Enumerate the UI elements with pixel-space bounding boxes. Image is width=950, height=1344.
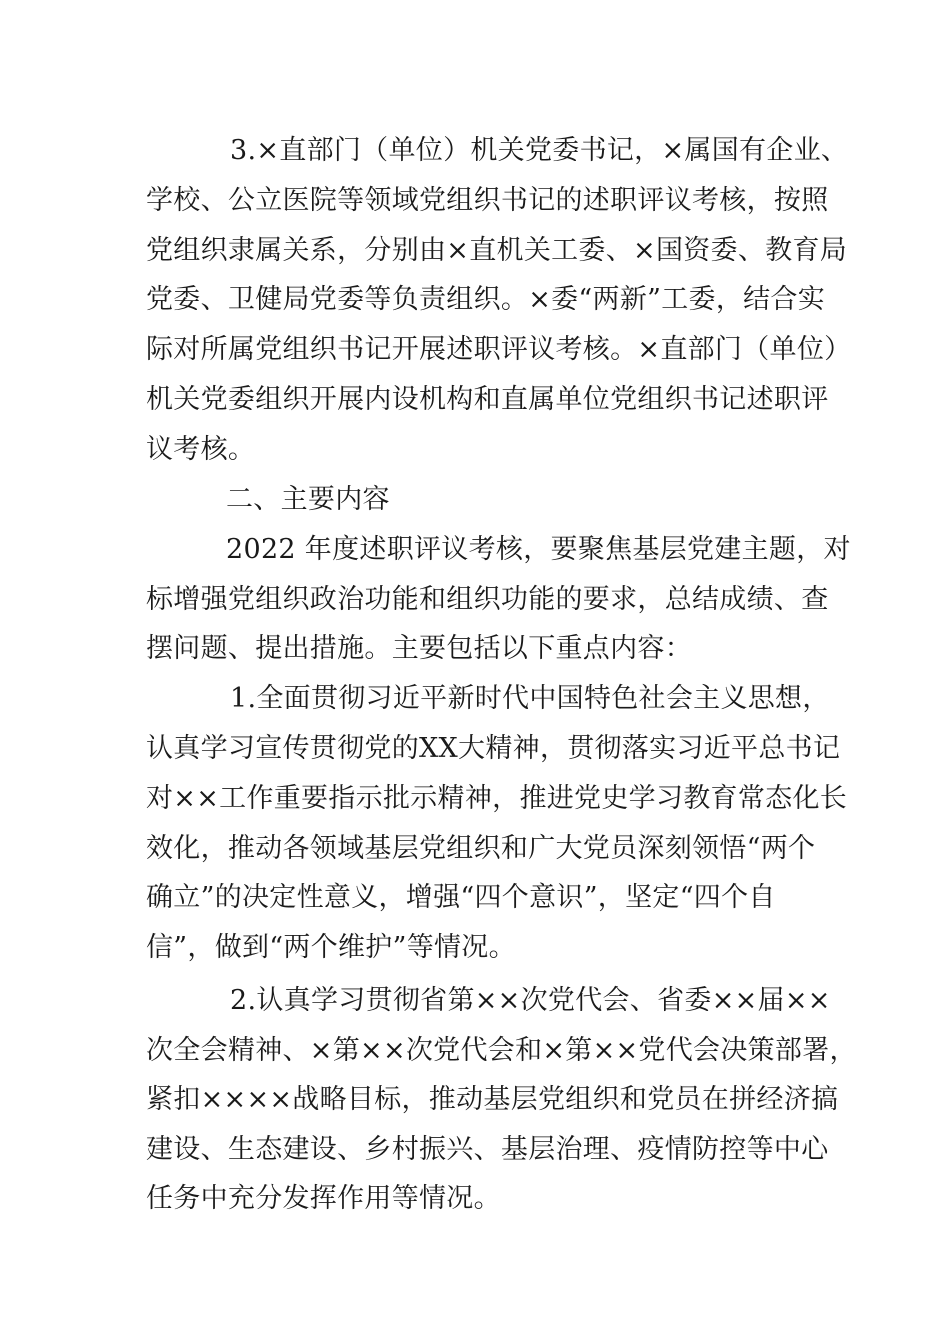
paragraph-line: 对××工作重要指示批示精神，推进党史学习教育常态化长	[146, 783, 848, 814]
paragraph-line: 认真学习宣传贯彻党的XX大精神，贯彻落实习近平总书记	[146, 733, 841, 764]
paragraph-line: 3.×直部门（单位）机关党委书记，×属国有企业、	[230, 135, 849, 166]
paragraph-line: 党委、卫健局党委等负责组织。×委“两新”工委，结合实	[146, 284, 826, 315]
paragraph-line: 确立”的决定性意义，增强“四个意识”，坚定“四个自	[146, 882, 776, 913]
paragraph-line: 际对所属党组织书记开展述职评议考核。×直部门（单位）	[146, 334, 852, 365]
paragraph-line: 信”，做到“两个维护”等情况。	[146, 932, 516, 963]
paragraph-line: 效化，推动各领域基层党组织和广大党员深刻领悟“两个	[146, 833, 816, 864]
section-heading: 二、主要内容	[226, 484, 390, 515]
paragraph-line: 紧扣××××战略目标，推动基层党组织和党员在拼经济搞	[146, 1084, 839, 1115]
paragraph-line: 党组织隶属关系，分别由×直机关工委、×国资委、教育局	[146, 235, 848, 266]
paragraph-line: 建设、生态建设、乡村振兴、基层治理、疫情防控等中心	[146, 1134, 829, 1165]
paragraph-line: 2022 年度述职评议考核，要聚焦基层党建主题，对	[226, 534, 851, 565]
paragraph-line: 次全会精神、×第××次党代会和×第××党代会决策部署，	[146, 1035, 857, 1066]
paragraph-line: 标增强党组织政治功能和组织功能的要求，总结成绩、查	[146, 584, 829, 615]
paragraph-line: 2.认真学习贯彻省第××次党代会、省委××届××	[230, 985, 831, 1016]
paragraph-line: 议考核。	[146, 434, 256, 465]
paragraph-line: 任务中充分发挥作用等情况。	[146, 1183, 501, 1214]
paragraph-line: 学校、公立医院等领域党组织书记的述职评议考核，按照	[146, 185, 829, 216]
paragraph-line: 1.全面贯彻习近平新时代中国特色社会主义思想，	[230, 683, 830, 714]
paragraph-line: 摆问题、提出措施。主要包括以下重点内容：	[146, 633, 692, 664]
paragraph-line: 机关党委组织开展内设机构和直属单位党组织书记述职评	[146, 384, 829, 415]
